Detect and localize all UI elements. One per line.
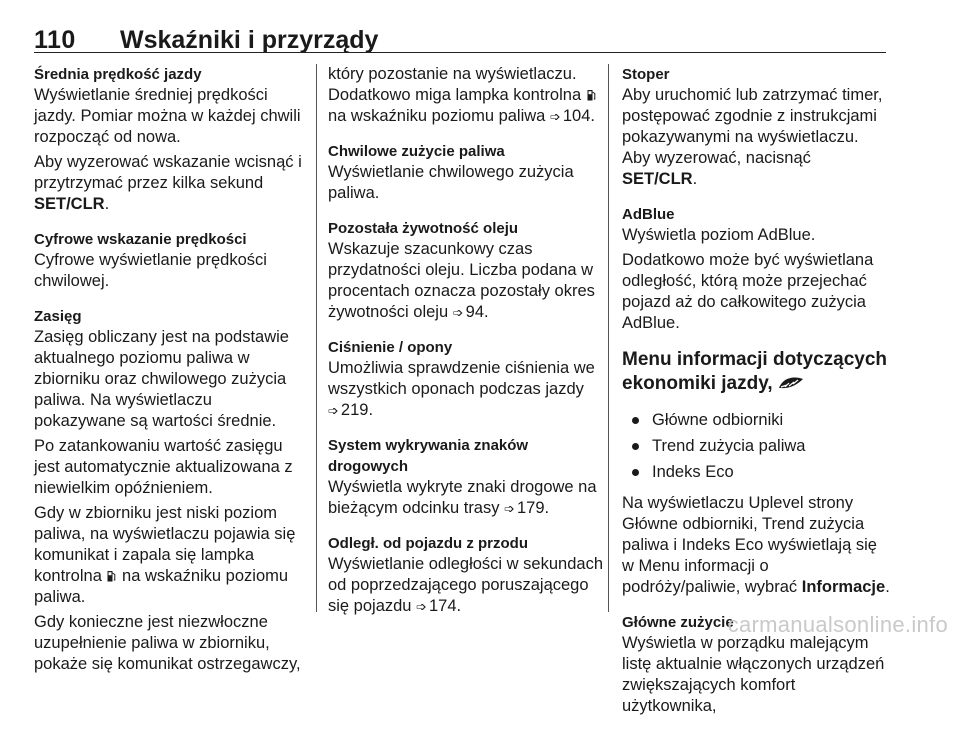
section-heading-eco-menu: Menu informacji dotyczących ekonomiki jazdy, xyxy=(622,349,888,394)
list-item: Główne odbiorniki xyxy=(622,410,890,431)
entry-text: Wyświetla poziom AdBlue. xyxy=(622,226,816,244)
entry-eco-menu-text xyxy=(622,493,890,598)
entry-text: Dodatkowo może być wyświetlana odległość, którą może przejechać pojazd aż do całkowitego zużycia AdBlue. xyxy=(622,251,874,332)
page-reference[interactable]: ➩ 94 xyxy=(453,303,484,321)
entry-heading: Pozostała żywotność oleju xyxy=(328,220,519,237)
entry-text: Wyświetlanie odległości w sekundach od poprzedzającego poruszającego się pojazdu ➩ 174. xyxy=(328,554,603,617)
entry-heading: System wykrywania znaków drogowych xyxy=(328,437,529,475)
entry-heading: Stoper xyxy=(622,66,670,83)
column-divider xyxy=(608,64,609,612)
entry-average-speed xyxy=(34,64,304,215)
entry-heading: Główne zużycie xyxy=(622,614,734,631)
menu-name-informacje: Informacje xyxy=(801,578,886,596)
entry-heading: Odległ. od pojazdu z przodu xyxy=(328,535,528,552)
eco-leaf-icon xyxy=(777,374,805,390)
list-item: Trend zużycia paliwa xyxy=(622,436,890,457)
column-divider xyxy=(316,64,317,612)
entry-stopwatch xyxy=(622,64,890,190)
entry-text: Gdy konieczne jest niezwłoczne uzupełnienie paliwa w zbiorniku, pokaże się komunikat ostrzegawczy, xyxy=(34,613,301,673)
list-item: Indeks Eco xyxy=(622,462,890,483)
entry-text: Wskazuje szacunkowy czas przydatności oleju. Liczba podana w procentach oznacza pozostały okres żywotności oleju ➩ 94. xyxy=(328,239,603,323)
entry-adblue xyxy=(622,204,890,334)
entry-instant-fuel xyxy=(328,141,603,204)
entry-text: który pozostanie na wyświetlaczu. Dodatkowo miga lampka kontrolna na wskaźniku poziomu paliwa ➩ 104. xyxy=(328,64,603,127)
entry-text: Na wyświetlaczu Uplevel strony Główne odbiorniki, Trend zużycia paliwa i Indeks Eco wyświetlają się w Menu informacji o podróży/paliwie, wybrać Informacje. xyxy=(622,494,890,596)
header-rule xyxy=(34,52,886,53)
fuel-pump-icon xyxy=(587,89,596,101)
entry-text: Cyfrowe wyświetlanie prędkości chwilowej. xyxy=(34,251,267,290)
page-reference[interactable]: ➩ 104 xyxy=(550,107,590,125)
page-header xyxy=(34,22,934,52)
button-name-set-clr: SET/CLR xyxy=(622,170,693,188)
entry-following-distance xyxy=(328,533,603,617)
page-number: 110 xyxy=(34,26,76,54)
entry-text: Wyświetlanie średniej prędkości jazdy. Pomiar można w każdej chwili rozpocząć od nowa. xyxy=(34,86,301,146)
entry-range-continued xyxy=(328,64,603,127)
page-reference[interactable]: ➩ 219 xyxy=(328,401,368,419)
entry-text: Umożliwia sprawdzenie ciśnienia we wszystkich oponach podczas jazdy ➩ 219. xyxy=(328,358,603,421)
column-2 xyxy=(328,64,603,631)
entry-text: Wyświetla w porządku malejącym listę aktualnie włączonych urządzeń zwiększających komfort użytkownika, xyxy=(622,634,885,715)
column-1 xyxy=(34,64,304,689)
fuel-pump-icon xyxy=(107,570,116,582)
chapter-title: Wskaźniki i przyrządy xyxy=(120,26,379,54)
entry-text: Gdy w zbiorniku jest niski poziom paliwa, na wyświetlaczu pojawia się komunikat i zapala się lampka kontrolna na wskaźniku poziomu paliwa. xyxy=(34,504,296,606)
entry-text: Wyświetlanie chwilowego zużycia paliwa. xyxy=(328,163,574,202)
eco-menu-list xyxy=(622,410,890,483)
entry-heading: Chwilowe zużycie paliwa xyxy=(328,143,505,160)
entry-oil-life xyxy=(328,218,603,323)
button-name-set-clr: SET/CLR xyxy=(34,195,105,213)
entry-heading: Cyfrowe wskazanie prędkości xyxy=(34,231,247,248)
entry-digital-speed xyxy=(34,229,304,292)
entry-range xyxy=(34,306,304,675)
entry-text: Wyświetla wykryte znaki drogowe na bieżącym odcinku trasy ➩ 179. xyxy=(328,477,603,519)
entry-text: Po zatankowaniu wartość zasięgu jest automatycznie aktualizowana z niewielkim opóźnieniem. xyxy=(34,437,293,497)
page-reference[interactable]: ➩ 179 xyxy=(504,499,544,517)
entry-tire-pressure xyxy=(328,337,603,421)
entry-text: Aby uruchomić lub zatrzymać timer, postępować zgodnie z instrukcjami pokazywanymi na wyświetlaczu. Aby wyzerować, nacisnąć SET/CLR. xyxy=(622,86,883,188)
entry-heading: Średnia prędkość jazdy xyxy=(34,66,202,83)
entry-heading: Zasięg xyxy=(34,308,82,325)
entry-heading: Ciśnienie / opony xyxy=(328,339,453,356)
entry-sign-recognition xyxy=(328,435,603,519)
entry-text: Aby wyzerować wskazanie wcisnąć i przytrzymać przez kilka sekund SET/CLR. xyxy=(34,153,302,213)
entry-heading: AdBlue xyxy=(622,206,675,223)
page-reference[interactable]: ➩ 174 xyxy=(416,597,456,615)
watermark: carmanualsonline.info xyxy=(727,612,948,637)
entry-text: Zasięg obliczany jest na podstawie aktualnego poziomu paliwa w zbiorniku oraz chwilowego zużycia paliwa. Na wyświetlaczu pokazywane są wartości średnie. xyxy=(34,328,289,430)
